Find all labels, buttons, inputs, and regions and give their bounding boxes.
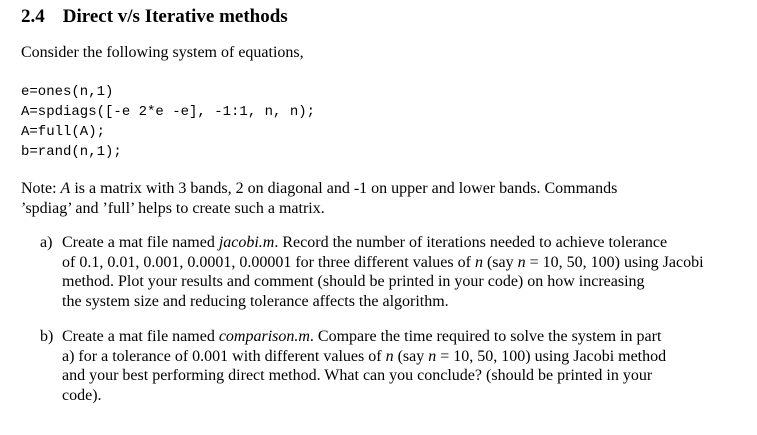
item-line: a) for a tolerance of 0.001 with different values of n (say n = 10, 50, 100) using Jacobi method xyxy=(62,347,667,365)
code-line: A=spdiags([-e 2*e -e], -1:1, n, n); xyxy=(21,104,316,120)
item-body xyxy=(62,327,730,405)
item-line: the system size and reducing tolerance affects the algorithm. xyxy=(62,292,449,310)
item-body xyxy=(62,233,730,311)
item-line: method. Plot your results and comment (should be printed in your code) on how increasing xyxy=(62,273,645,290)
item-line: Create a mat file named comparison.m. Compare the time required to solve the system in part xyxy=(62,328,662,345)
note-paragraph xyxy=(21,179,733,219)
intro-text: Consider the following system of equations, xyxy=(21,44,304,61)
n-variable: n xyxy=(474,253,483,271)
code-line: b=rand(n,1); xyxy=(21,144,122,160)
code-line: e=ones(n,1) xyxy=(21,84,114,100)
item-line: Create a mat file named jacobi.m. Record the number of iterations needed to achieve tolerance xyxy=(62,234,668,251)
section-heading xyxy=(21,6,288,28)
matrix-variable: A xyxy=(60,180,71,197)
code-block xyxy=(21,82,315,162)
code-line: A=full(A); xyxy=(21,124,106,140)
n-variable: n xyxy=(517,253,526,271)
item-marker: b) xyxy=(40,328,54,345)
item-line: code). xyxy=(62,386,102,404)
item-line: of 0.1, 0.01, 0.001, 0.0001, 0.00001 for three different values of n (say n = 10, 50, 100) using Jacobi xyxy=(62,253,704,271)
section-title: Direct v/s Iterative methods xyxy=(62,6,288,27)
file-name: comparison.m xyxy=(218,328,310,345)
n-variable: n xyxy=(428,347,437,365)
section-number: 2.4 xyxy=(21,6,45,27)
item-marker: a) xyxy=(40,234,53,251)
note-line: Note: A is a matrix with 3 bands, 2 on diagonal and -1 on upper and lower bands. Commands xyxy=(21,180,618,197)
note-line: ’spdiag’ and ’full’ helps to create such a matrix. xyxy=(21,200,325,217)
file-name: jacobi.m xyxy=(218,234,275,251)
item-line: and your best performing direct method. What can you conclude? (should be printed in your xyxy=(62,367,653,384)
n-variable: n xyxy=(385,347,394,365)
